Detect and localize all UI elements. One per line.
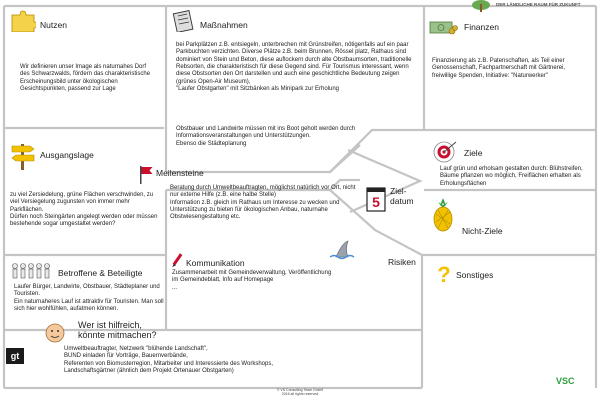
svg-text:?: ? <box>437 264 451 286</box>
flag-icon <box>138 165 154 185</box>
nutzen-title: Nutzen <box>40 20 67 30</box>
book-icon <box>172 10 196 32</box>
betroffene-text: Laufer Bürger, Landwirte, Obstbauer, Städteplaner und Touristen. Ein naturnaheres Lauf ist attraktiv für Touristen. Man soll sich hier wohlfühlen, aufatmen können. <box>14 284 164 312</box>
header-logo-icon <box>470 0 492 12</box>
finanzen-title: Finanzen <box>464 22 499 32</box>
massnahmen-text-2: Obstbauer und Landwirte müssen mit ins Boot geholt werden durch Informationsveranstaltungen und Unterstützungen. Ebenso die Städteplanung <box>176 126 356 147</box>
right-footer-logo: VSC <box>556 376 575 386</box>
target-icon <box>432 140 458 164</box>
ausgangslage-title: Ausgangslage <box>40 150 94 160</box>
sonstiges-title: Sonstiges <box>456 270 494 280</box>
header-logo-tagline: DER LÄNDLICHE RAUM FÜR ZUKUNFT <box>496 2 581 7</box>
signpost-icon <box>10 140 36 170</box>
left-footer-logo: gt <box>6 348 24 364</box>
betroffene-title: Betroffene & Beteiligte <box>58 268 143 278</box>
pen-icon <box>168 252 186 270</box>
question-mark-icon <box>436 264 452 286</box>
zieldatum-title: Ziel- datum <box>390 186 414 207</box>
footer-copyright: © VS Consulting Team GmbH 2016 all rights reserved <box>276 388 324 396</box>
people-icon <box>10 262 54 282</box>
puzzle-icon <box>10 10 36 32</box>
ziele-text: Lauf grün und erholsam gestalten durch: Blühstreifen, Bäume pflanzen wo möglich, Freiflächen erhalten als Erholungsflächen <box>440 166 583 187</box>
kommunikation-title: Kommunikation <box>186 258 245 268</box>
hilfreich-text: Umweltbeauftragter, Netzwerk "blühende Landschaft", BUND einladen für Vorträge, Bauernverbände, Referenten von Biomusterregion, Mitarbeiter und Interessierte des Workshops, Landschaftsgärtner (ähnlich dem Projekt Ortenauer Obstgarten) <box>64 346 273 374</box>
ausgangslage-text: zu viel Zersiedelung, grüne Flächen verschwinden, zu viel Versiegelung zugunsten von immer mehr Parkflächen. Dürfen noch Steingärten angelegt werden oder müssen bestehende sogar umgestaltet werden? <box>10 192 158 228</box>
pineapple-icon <box>430 196 456 232</box>
massnahmen-title: Maßnahmen <box>200 20 248 30</box>
kommunikation-text: Zusammenarbeit mit Gemeindeverwaltung, Veröffentlichung im Gemeindeblatt, Info auf Homepage ... <box>172 270 332 291</box>
hilfreich-title: Wer ist hilfreich, könnte mitmachen? <box>78 320 157 341</box>
massnahmen-text-1: bei Parkplätzen z.B. entsiegeln, unterbrechen mit Grünstreifen, nötigenfalls auf ein paar Parkbuchten verzichten. Diverse Plätze z.B. beim Brunnen, Rössel platz, Rathaus sind dominiert von Stein und Beton, diese auflockern durch alte Obstbaumsorten, traditionelle Rebsorten, die charakteristisch für diese Gegend sind. Für Tourismus interessant, wenn diese Obstsorten den Ort darstellen und auch eine geschichtliche Bedeutung zeigen (grünes Open-Air Museum), "Laufer Obstgarten" mit Sitzbänken als Minipark zur Erholung <box>176 42 412 92</box>
nutzen-text: Wir definieren unser Image als naturnahes Dorf des Schwarzwalds, fördern das charakteristische Erscheinungsbild unter ökologischen Gesichtspunkten, passend zur Lage <box>20 64 151 92</box>
risiken-title: Risiken <box>388 257 416 267</box>
shark-fin-icon <box>330 240 356 262</box>
calendar-number: 5 <box>372 194 380 210</box>
money-icon <box>428 18 458 36</box>
finanzen-text: Finanzierung als z.B. Patenschaften, als Teil einer Genossenschaft, Fachpartnerschaft mit Gärtnerei, freiwillige Spenden, Initiative: "Naturwerker" <box>432 58 566 79</box>
meilensteine-title: Meilensteine <box>156 168 204 178</box>
calendar-icon <box>366 186 386 212</box>
face-icon <box>44 322 66 344</box>
ziele-title: Ziele <box>464 148 483 158</box>
nichtziele-title: Nicht-Ziele <box>462 226 503 236</box>
meilensteine-text: Beratung durch Umweltbeauftragten, möglichst natürlich vor Ort, nicht nur externe Hilfe (z.B. eine halbe Stelle) Information z.B. gleich im Rathaus um Interesse zu wecken und Unterstützung zu bieten für ökologischen Anbau, naturnahe Obstwiesengestaltung etc. <box>170 185 356 221</box>
